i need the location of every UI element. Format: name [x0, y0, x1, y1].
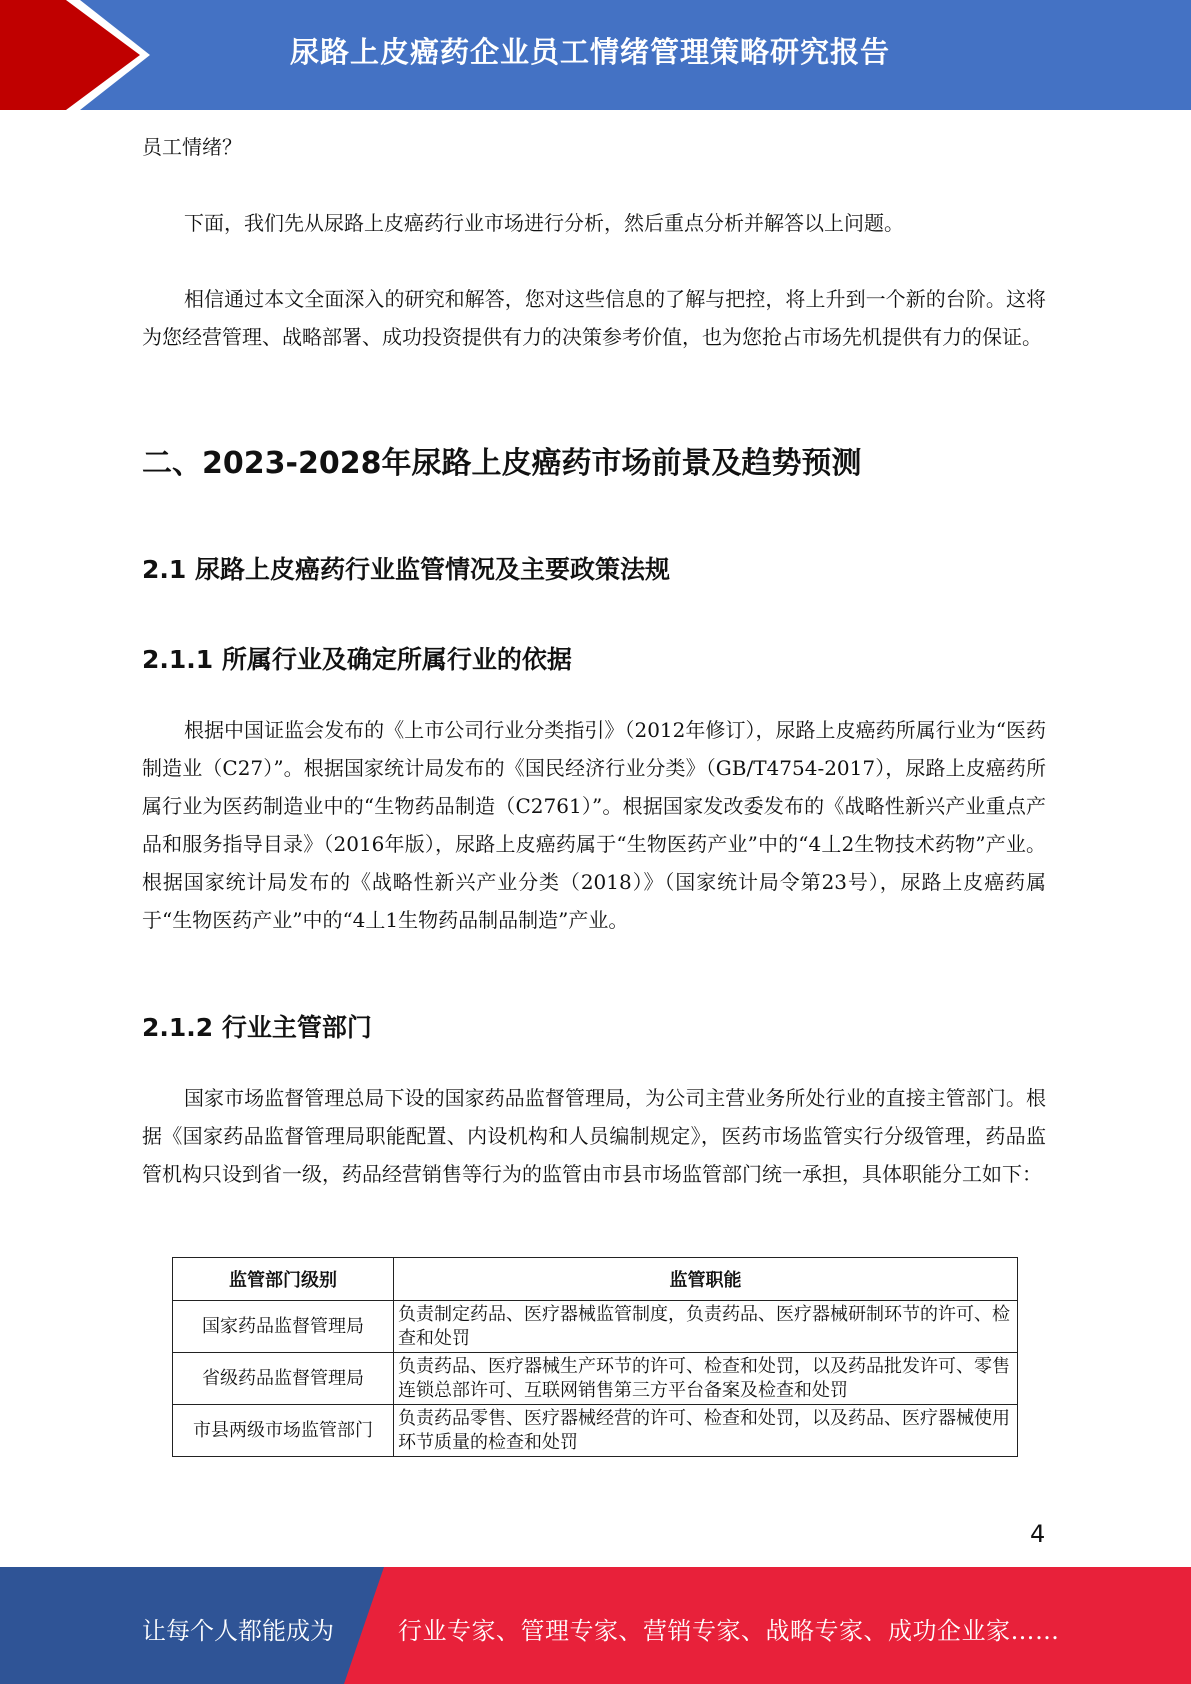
footer-slogan-left: 让每个人都能成为 [142, 1617, 334, 1645]
subsection-title-2-1-1: 2.1.1 所属行业及确定所属行业的依据 [142, 645, 572, 674]
intro-paragraph-2: 下面，我们先从尿路上皮癌药行业市场进行分析，然后重点分析并解答以上问题。 [184, 211, 904, 235]
table-cell-function: 负责制定药品、医疗器械监管制度，负责药品、医疗器械研制环节的许可、检查和处罚 [394, 1301, 1018, 1353]
table-cell-level: 市县两级市场监管部门 [173, 1405, 394, 1457]
table-header-function: 监管职能 [394, 1258, 1018, 1301]
subsection-title-2-1: 2.1 尿路上皮癌药行业监管情况及主要政策法规 [142, 555, 670, 584]
footer-slogan-right: 行业专家、管理专家、营销专家、战略专家、成功企业家…… [398, 1617, 1060, 1645]
page-number: 4 [1030, 1520, 1046, 1548]
table-row [173, 1405, 1018, 1457]
intro-paragraph-3: 相信通过本文全面深入的研究和解答，您对这些信息的了解与把控，将上升到一个新的台阶。这将为您经营管理、战略部署、成功投资提供有力的决策参考价值，也为您抢占市场先机提供有力的保证。 [142, 287, 1046, 349]
regulation-table [172, 1257, 1018, 1457]
page-header [0, 0, 1191, 110]
intro-paragraph-1: 员工情绪？ [142, 135, 242, 159]
table-cell-level: 国家药品监督管理局 [173, 1301, 394, 1353]
header-title: 尿路上皮癌药企业员工情绪管理策略研究报告 [290, 35, 891, 69]
body-paragraph-2-1-1: 根据中国证监会发布的《上市公司行业分类指引》（2012年修订），尿路上皮癌药所属行业为“医药制造业（C27）”。根据国家统计局发布的《国民经济行业分类》（GB/T4754-2017），尿路上皮癌药所属行业为医药制造业中的“生物药品制造（C2761）”。根据国家发改委发布的《战略性新兴产业重点产品和服务指导目录》（2016年版），尿路上皮癌药属于“生物医药产业”中的“4丄2生物技术药物”产业。根据国家统计局发布的《战略性新兴产业分类（2018）》（国家统计局令第23号），尿路上皮癌药属于“生物医药产业”中的“4丄1生物药品制品制造”产业。 [142, 718, 1046, 932]
body-paragraph-2-1-2: 国家市场监督管理总局下设的国家药品监督管理局，为公司主营业务所处行业的直接主管部门。根据《国家药品监督管理局职能配置、内设机构和人员编制规定》，医药市场监管实行分级管理，药品监管机构只设到省一级，药品经营销售等行为的监管由市县市场监管部门统一承担，具体职能分工如下： [142, 1086, 1046, 1186]
table-row [173, 1353, 1018, 1405]
subsection-title-2-1-2: 2.1.2 行业主管部门 [142, 1013, 372, 1042]
section-title: 二、2023-2028年尿路上皮癌药市场前景及趋势预测 [142, 446, 862, 481]
table-cell-function: 负责药品、医疗器械生产环节的许可、检查和处罚，以及药品批发许可、零售连锁总部许可、互联网销售第三方平台备案及检查和处罚 [394, 1353, 1018, 1405]
table-row [173, 1301, 1018, 1353]
intro-section [142, 128, 1046, 356]
page-footer [0, 1567, 1191, 1684]
table-cell-level: 省级药品监督管理局 [173, 1353, 394, 1405]
table-header-level: 监管部门级别 [173, 1258, 394, 1301]
table-cell-function: 负责药品零售、医疗器械经营的许可、检查和处罚，以及药品、医疗器械使用环节质量的检查和处罚 [394, 1405, 1018, 1457]
table-header-row [173, 1258, 1018, 1301]
